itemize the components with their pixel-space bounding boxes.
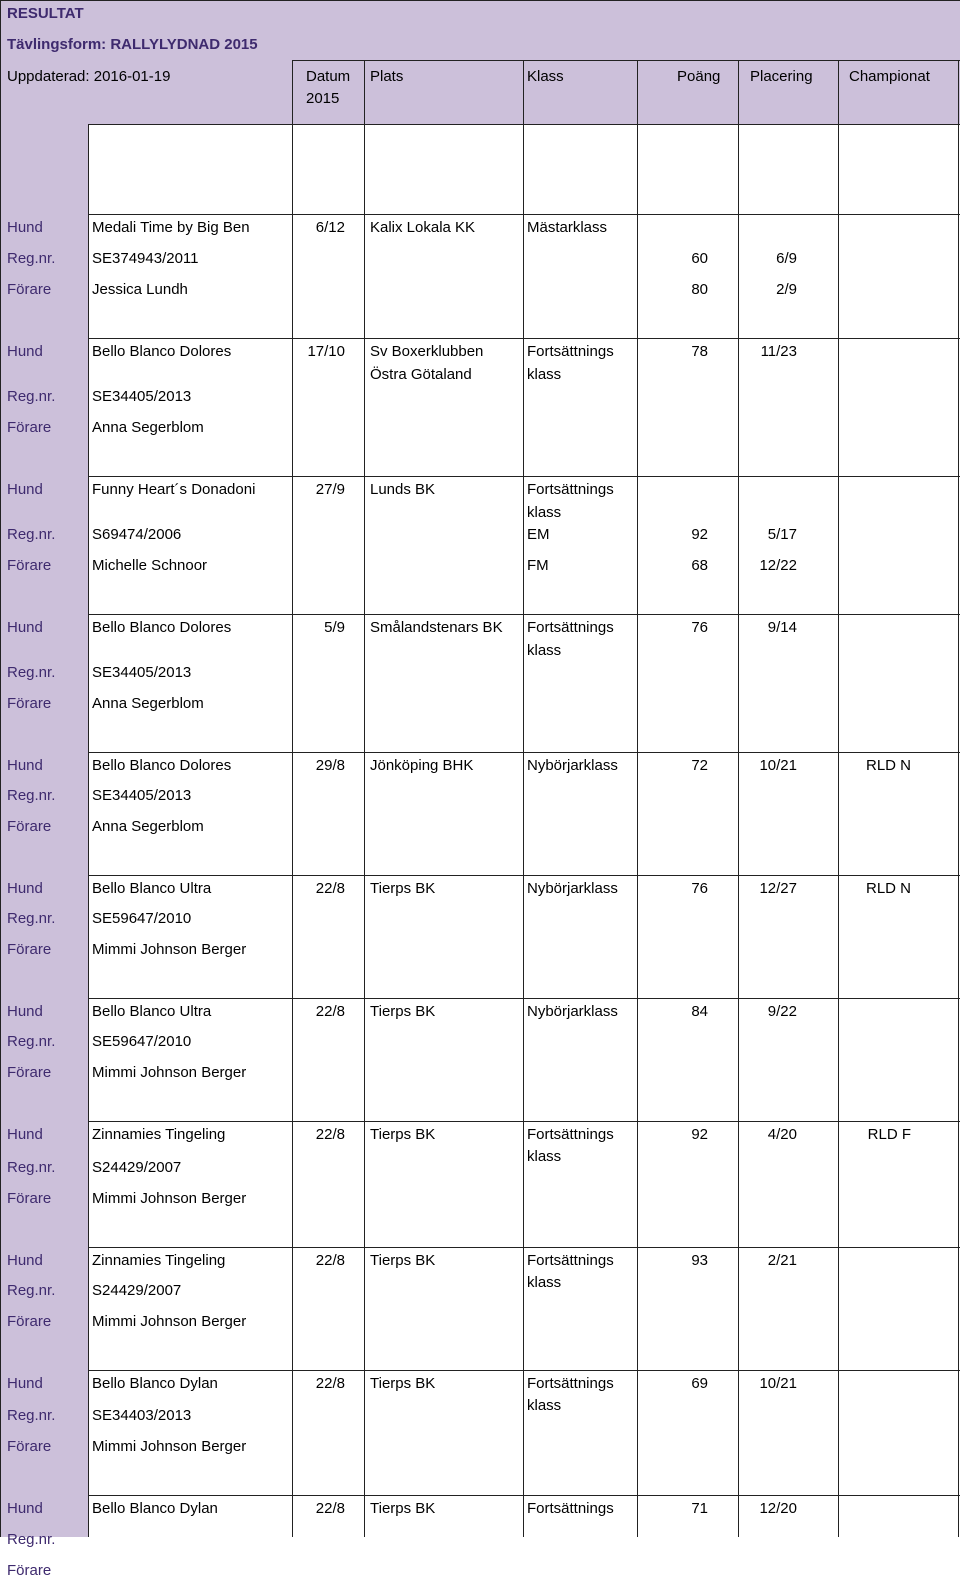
placement: 12/27 bbox=[759, 880, 797, 897]
row-divider bbox=[88, 614, 960, 615]
row-divider bbox=[88, 214, 960, 215]
forare-label: Förare bbox=[7, 1313, 52, 1330]
venue: Tierps BK bbox=[370, 1003, 436, 1020]
championship: RLD N bbox=[865, 757, 911, 774]
date: 22/8 bbox=[315, 880, 345, 897]
championship: RLD F bbox=[867, 1126, 911, 1143]
hund-label: Hund bbox=[7, 880, 43, 897]
regnr-label: Reg.nr. bbox=[7, 526, 56, 543]
regnr-label: Reg.nr. bbox=[7, 1531, 56, 1548]
regnr-label: Reg.nr. bbox=[7, 1282, 56, 1299]
points: 76 bbox=[691, 619, 708, 636]
sub-points: 92 bbox=[691, 526, 708, 543]
col-header-placering: Placering bbox=[750, 68, 813, 85]
handler-name: Anna Segerblom bbox=[92, 818, 204, 835]
column-divider bbox=[88, 124, 89, 1537]
class-line2-clipped: klass bbox=[527, 1274, 562, 1291]
result-entry bbox=[0, 476, 960, 614]
column-divider bbox=[958, 60, 959, 1537]
hund-label: Hund bbox=[7, 757, 43, 774]
date: 27/9 bbox=[315, 481, 345, 498]
dog-name: Bello Blanco Ultra bbox=[92, 1003, 212, 1020]
registration-number: SE59647/2010 bbox=[92, 1033, 192, 1050]
result-entry bbox=[0, 1247, 960, 1370]
class bbox=[527, 1124, 614, 1165]
result-entry bbox=[0, 998, 960, 1121]
class-line1: Fortsättnings bbox=[527, 1375, 614, 1392]
sub-points: 80 bbox=[691, 281, 708, 298]
date: 22/8 bbox=[315, 1500, 345, 1517]
result-entry bbox=[0, 875, 960, 998]
date: 22/8 bbox=[315, 1003, 345, 1020]
forare-label: Förare bbox=[7, 1190, 52, 1207]
updated-date: Uppdaterad: 2016-01-19 bbox=[7, 68, 171, 85]
venue: Tierps BK bbox=[370, 880, 436, 897]
class-line1: Fortsättnings bbox=[527, 1126, 614, 1143]
venue: Smålandstenars BK bbox=[370, 619, 503, 636]
regnr-label: Reg.nr. bbox=[7, 250, 56, 267]
date: 6/12 bbox=[315, 219, 345, 236]
points: 76 bbox=[691, 880, 708, 897]
placement: 4/20 bbox=[767, 1126, 797, 1143]
row-divider bbox=[88, 875, 960, 876]
sub-points: 68 bbox=[691, 557, 708, 574]
handler-name: Anna Segerblom bbox=[92, 419, 204, 436]
competition-form: Tävlingsform: RALLYLYDNAD 2015 bbox=[7, 36, 258, 53]
dog-name: Bello Blanco Dolores bbox=[92, 343, 232, 360]
registration-number: SE59647/2010 bbox=[92, 910, 192, 927]
class: Fortsättnings bbox=[527, 481, 614, 498]
hund-label: Hund bbox=[7, 619, 43, 636]
row-divider bbox=[0, 0, 960, 1]
placement: 9/14 bbox=[767, 619, 797, 636]
registration-number: SE34405/2013 bbox=[92, 388, 192, 405]
handler-name: Michelle Schnoor bbox=[92, 557, 208, 574]
class-line2: klass bbox=[527, 366, 562, 383]
class bbox=[527, 1373, 614, 1414]
header-divider bbox=[292, 60, 960, 61]
venue: Tierps BK bbox=[370, 1126, 436, 1143]
forare-label: Förare bbox=[7, 941, 52, 958]
column-divider bbox=[637, 60, 638, 1537]
forare-label: Förare bbox=[7, 557, 52, 574]
regnr-label: Reg.nr. bbox=[7, 388, 56, 405]
forare-label: Förare bbox=[7, 818, 52, 835]
sub-placement: 2/9 bbox=[776, 281, 797, 298]
row-divider bbox=[88, 124, 960, 125]
column-divider bbox=[292, 60, 293, 1537]
row-divider bbox=[88, 338, 960, 339]
points: 69 bbox=[691, 1375, 708, 1392]
forare-label: Förare bbox=[7, 1064, 52, 1081]
col-header-klass: Klass bbox=[527, 68, 564, 85]
handler-name: Mimmi Johnson Berger bbox=[92, 1313, 247, 1330]
forare-label: Förare bbox=[7, 1438, 52, 1455]
date: 22/8 bbox=[315, 1126, 345, 1143]
registration-number: SE34405/2013 bbox=[92, 787, 192, 804]
result-entry bbox=[0, 214, 960, 338]
regnr-label: Reg.nr. bbox=[7, 1407, 56, 1424]
row-divider bbox=[88, 998, 960, 999]
points: 71 bbox=[691, 1500, 708, 1517]
points: 84 bbox=[691, 1003, 708, 1020]
class: Mästarklass bbox=[527, 219, 608, 236]
registration-number: S24429/2007 bbox=[92, 1282, 182, 1299]
handler-name: Mimmi Johnson Berger bbox=[92, 941, 247, 958]
placement: 10/21 bbox=[759, 757, 797, 774]
left-border bbox=[0, 0, 1, 1537]
result-entry bbox=[0, 1370, 960, 1495]
row-divider bbox=[88, 1495, 960, 1496]
date: 5/9 bbox=[324, 619, 345, 636]
points: 72 bbox=[691, 757, 708, 774]
class: Nybörjarklass bbox=[527, 1003, 618, 1020]
hund-label: Hund bbox=[7, 481, 43, 498]
class-line2: klass bbox=[527, 504, 562, 521]
regnr-label: Reg.nr. bbox=[7, 787, 56, 804]
handler-name: Jessica Lundh bbox=[92, 281, 188, 298]
result-entry bbox=[0, 1495, 960, 1579]
sub-class: EM bbox=[527, 526, 550, 543]
venue: Tierps BK bbox=[370, 1252, 436, 1269]
placement: 2/21 bbox=[767, 1252, 797, 1269]
class: Fortsättnings bbox=[527, 1500, 614, 1517]
col-header-datum: Datum 2015 bbox=[306, 68, 351, 107]
forare-label: Förare bbox=[7, 281, 52, 298]
handler-name: Anna Segerblom bbox=[92, 695, 204, 712]
handler-name: Mimmi Johnson Berger bbox=[92, 1190, 247, 1207]
column-header-row bbox=[0, 60, 960, 124]
sub-placement: 5/17 bbox=[767, 526, 797, 543]
venue: Lunds BK bbox=[370, 481, 436, 498]
date: 29/8 bbox=[315, 757, 345, 774]
hund-label: Hund bbox=[7, 1003, 43, 1020]
dog-name: Bello Blanco Ultra bbox=[92, 880, 212, 897]
forare-label: Förare bbox=[7, 695, 52, 712]
championship: RLD N bbox=[865, 880, 911, 897]
class-line2-clipped: klass bbox=[527, 1148, 562, 1165]
sub-placement: 12/22 bbox=[759, 557, 797, 574]
sub-class: FM bbox=[527, 557, 549, 574]
forare-label: Förare bbox=[7, 419, 52, 436]
column-divider bbox=[838, 60, 839, 1537]
points: 92 bbox=[691, 1126, 708, 1143]
date: 22/8 bbox=[315, 1252, 345, 1269]
hund-label: Hund bbox=[7, 1126, 43, 1143]
regnr-label: Reg.nr. bbox=[7, 910, 56, 927]
dog-name: Funny Heart´s Donadoni bbox=[92, 481, 256, 498]
class-line1: Fortsättnings bbox=[527, 1252, 614, 1269]
date: 17/10 bbox=[307, 343, 345, 360]
result-entry bbox=[0, 614, 960, 752]
title-row bbox=[0, 0, 960, 30]
dog-name: Medali Time by Big Ben bbox=[92, 219, 250, 236]
regnr-label: Reg.nr. bbox=[7, 1033, 56, 1050]
venue: Tierps BK bbox=[370, 1375, 436, 1392]
dog-name: Bello Blanco Dylan bbox=[92, 1500, 218, 1517]
hund-label: Hund bbox=[7, 1252, 43, 1269]
venue: Kalix Lokala KK bbox=[370, 219, 476, 236]
dog-name: Bello Blanco Dolores bbox=[92, 619, 232, 636]
venue: Tierps BK bbox=[370, 1500, 436, 1517]
col-header-poang: Poäng bbox=[677, 68, 721, 85]
sub-points: 60 bbox=[691, 250, 708, 267]
column-divider bbox=[523, 60, 524, 1537]
class bbox=[527, 1250, 614, 1291]
hund-label: Hund bbox=[7, 219, 43, 236]
placement: 11/23 bbox=[760, 343, 797, 360]
registration-number: S69474/2006 bbox=[92, 526, 182, 543]
result-entry bbox=[0, 338, 960, 476]
col-header-plats: Plats bbox=[370, 68, 404, 85]
regnr-label: Reg.nr. bbox=[7, 664, 56, 681]
class-line2: klass bbox=[527, 642, 562, 659]
class: Nybörjarklass bbox=[527, 880, 618, 897]
sub-placement: 6/9 bbox=[776, 250, 797, 267]
class-line2-clipped: klass bbox=[527, 1397, 562, 1414]
placement: 12/20 bbox=[759, 1500, 797, 1517]
venue: Sv Boxerklubben bbox=[370, 343, 484, 360]
column-divider bbox=[364, 60, 365, 1537]
dog-name: Zinnamies Tingeling bbox=[92, 1126, 226, 1143]
row-divider bbox=[88, 752, 960, 753]
row-divider bbox=[88, 1370, 960, 1371]
hund-label: Hund bbox=[7, 1500, 43, 1517]
regnr-label: Reg.nr. bbox=[7, 1159, 56, 1176]
hund-label: Hund bbox=[7, 1375, 43, 1392]
result-entry bbox=[0, 1121, 960, 1247]
hund-label: Hund bbox=[7, 343, 43, 360]
registration-number: S24429/2007 bbox=[92, 1159, 182, 1176]
venue: Jönköping BHK bbox=[370, 757, 474, 774]
class: Fortsättnings bbox=[527, 343, 614, 360]
handler-name: Mimmi Johnson Berger bbox=[92, 1064, 247, 1081]
registration-number: SE34405/2013 bbox=[92, 664, 192, 681]
points: 78 bbox=[691, 343, 708, 360]
row-divider bbox=[88, 1121, 960, 1122]
forare-label: Förare bbox=[7, 1562, 52, 1579]
date: 22/8 bbox=[315, 1375, 345, 1392]
dog-name: Zinnamies Tingeling bbox=[92, 1252, 226, 1269]
placement: 9/22 bbox=[767, 1003, 797, 1020]
row-divider bbox=[88, 476, 960, 477]
dog-name: Bello Blanco Dolores bbox=[92, 757, 232, 774]
column-divider bbox=[738, 60, 739, 1537]
col-header-championat: Championat bbox=[849, 68, 930, 85]
registration-number: SE374943/2011 bbox=[92, 250, 199, 267]
class: Nybörjarklass bbox=[527, 757, 618, 774]
subtitle-row bbox=[0, 30, 960, 60]
sheet-title: RESULTAT bbox=[7, 5, 84, 22]
handler-name: Mimmi Johnson Berger bbox=[92, 1438, 247, 1455]
registration-number: SE34403/2013 bbox=[92, 1407, 192, 1424]
placement: 10/21 bbox=[759, 1375, 797, 1392]
row-divider bbox=[88, 1247, 960, 1248]
points: 93 bbox=[691, 1252, 708, 1269]
result-entry bbox=[0, 752, 960, 875]
dog-name: Bello Blanco Dylan bbox=[92, 1375, 218, 1392]
class: Fortsättnings bbox=[527, 619, 614, 636]
venue-line2: Östra Götaland bbox=[370, 366, 472, 383]
